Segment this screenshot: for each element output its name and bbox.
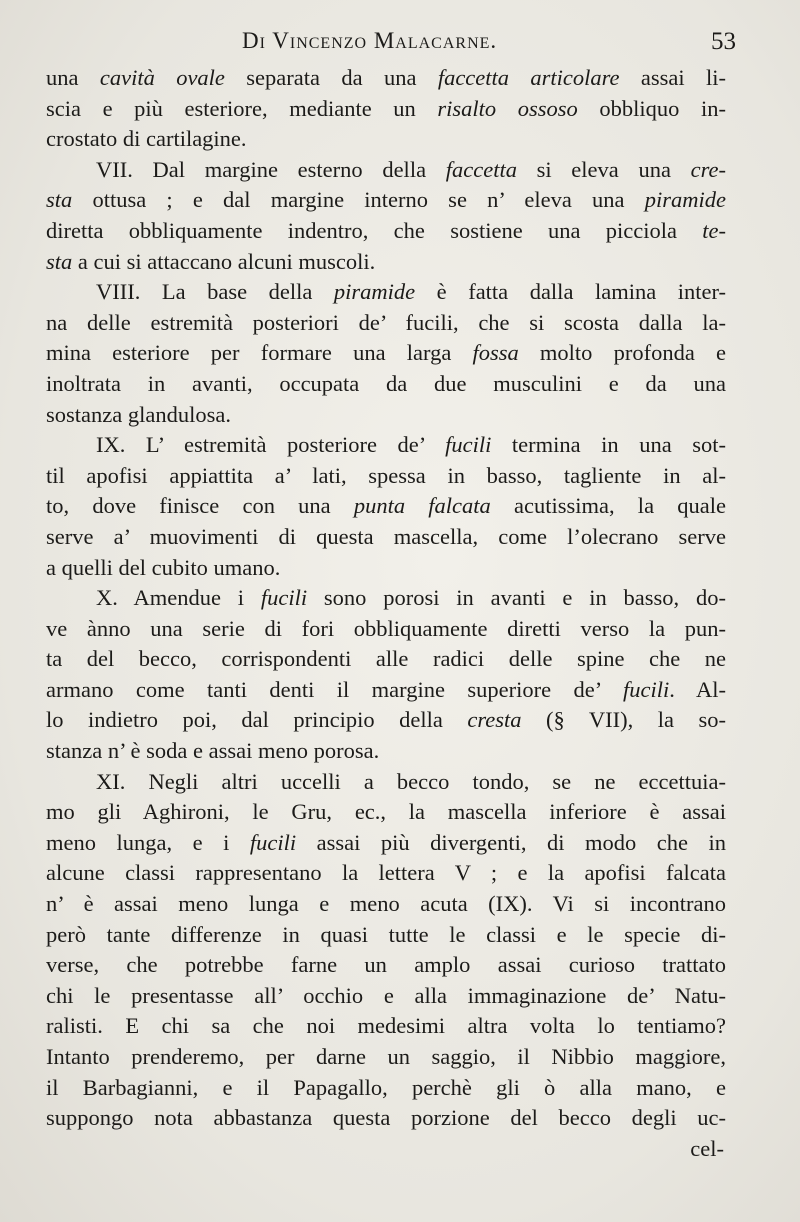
- text-line: [46, 1073, 726, 1104]
- text-run: ralisti. E chi sa che noi medesimi altra volta lo tentiamo?: [46, 1013, 726, 1039]
- italic-term: cresta: [467, 707, 522, 733]
- text-line: [46, 277, 726, 308]
- text-line: [46, 216, 726, 247]
- text-run: ta del becco, corrispondenti alle radici delle spine che ne: [46, 646, 726, 672]
- italic-term: risalto ossoso: [437, 95, 578, 121]
- text-run: assai più divergenti, di modo che in: [296, 829, 726, 855]
- text-line: [46, 889, 726, 920]
- text-line: [46, 338, 726, 369]
- text-run: è fatta dalla lamina inter-: [415, 279, 726, 305]
- text-run: XI. Negli altri uccelli a becco tondo, se ne eccettuia-: [96, 768, 726, 794]
- text-line: [46, 1042, 726, 1073]
- text-run: VII. Dal margine esterno della: [96, 156, 446, 182]
- text-line: [46, 94, 726, 125]
- text-run: lo indietro poi, dal principio della: [46, 707, 468, 733]
- text-run: verse, che potrebbe farne un amplo assai curioso trattato: [46, 952, 726, 978]
- body-text: [46, 63, 726, 1164]
- text-line: [46, 491, 726, 522]
- italic-term: fucili: [622, 676, 670, 702]
- text-run: a cui si attaccano alcuni muscoli.: [72, 248, 376, 274]
- text-line: [46, 369, 726, 400]
- text-line: [46, 705, 726, 736]
- text-run: (§ VII), la so-: [521, 707, 726, 733]
- text-run: chi le presentasse all’ occhio e alla immaginazione de’ Natu-: [46, 982, 726, 1008]
- text-run: mo gli Aghironi, le Gru, ec., la mascella inferiore è assai: [46, 799, 726, 825]
- text-line: [46, 736, 726, 767]
- text-run: ottusa ; e dal margine interno se n’ eleva una: [72, 187, 645, 213]
- text-run: scia e più esteriore, mediante un: [46, 95, 438, 121]
- text-run: mina esteriore per formare una larga: [46, 340, 473, 366]
- italic-term: piramide: [644, 187, 726, 213]
- text-run: VIII. La base della: [96, 279, 334, 305]
- text-run: n’ è assai meno lunga e meno acuta (IX). Vi si incontrano: [46, 891, 726, 917]
- text-line: [46, 614, 726, 645]
- text-run: sono porosi in avanti e in basso, do-: [307, 585, 726, 611]
- running-head: Di Vincenzo Malacarne.: [242, 28, 498, 53]
- text-run: sostanza glandulosa.: [46, 401, 231, 427]
- text-line: [46, 247, 726, 278]
- text-line: [46, 583, 726, 614]
- text-run: IX. L’ estremità posteriore de’: [96, 432, 446, 458]
- text-line: [46, 828, 726, 859]
- text-line: [46, 767, 726, 798]
- italic-term: sta: [46, 187, 73, 213]
- italic-term: cavità ovale: [99, 65, 225, 90]
- text-line: [46, 155, 726, 186]
- text-line: [46, 675, 726, 706]
- text-run: termina in una sot-: [491, 432, 726, 458]
- italic-term: te-: [702, 217, 726, 243]
- text-run: . Al-: [669, 676, 726, 702]
- text-line: [46, 981, 726, 1012]
- text-run: separata da una: [224, 65, 438, 90]
- text-run: Intanto prenderemo, per darne un saggio, il Nibbio maggiore,: [46, 1044, 726, 1069]
- text-line: [46, 644, 726, 675]
- text-line: [46, 950, 726, 981]
- text-line: [46, 1103, 726, 1134]
- text-line: [46, 797, 726, 828]
- italic-term: piramide: [333, 279, 416, 305]
- text-run: crostato di cartilagine.: [46, 126, 247, 152]
- text-run: acutissima, la quale: [490, 493, 726, 519]
- text-run: obbliquo in-: [577, 95, 726, 121]
- page-number: 53: [711, 28, 736, 55]
- text-run: to, dove finisce con una: [46, 493, 354, 519]
- text-line: [46, 185, 726, 216]
- catchword: cel-: [690, 1135, 724, 1161]
- text-run: stanza n’ è soda e assai meno porosa.: [46, 738, 380, 764]
- text-run: assai li-: [619, 65, 727, 90]
- text-run: una: [46, 65, 100, 90]
- text-run: alcune classi rappresentano la lettera V ; e la apofisi falcata: [46, 860, 726, 886]
- text-line: [46, 63, 726, 94]
- text-run: X. Amendue i: [96, 585, 261, 611]
- text-line: [46, 124, 726, 155]
- text-run: meno lunga, e i: [46, 829, 250, 855]
- italic-term: fucili: [260, 585, 308, 611]
- text-run: serve a’ muovimenti di questa mascella, come l’olecrano serve: [46, 523, 726, 549]
- italic-term: sta: [46, 248, 73, 274]
- text-run: molto profonda e: [518, 340, 726, 366]
- italic-term: fucili: [249, 829, 297, 855]
- italic-term: faccetta articolare: [437, 65, 620, 90]
- italic-term: fossa: [472, 340, 519, 366]
- page-header: [46, 28, 736, 60]
- text-line: [46, 461, 726, 492]
- text-run: si eleva una: [516, 156, 691, 182]
- text-line: [46, 553, 726, 584]
- text-run: inoltrata in avanti, occupata da due musculini e da una: [46, 370, 726, 396]
- text-line: [46, 858, 726, 889]
- text-run: a quelli del cubito umano.: [46, 554, 281, 580]
- text-run: til apofisi appiattita a’ lati, spessa in basso, tagliente in al-: [46, 462, 726, 488]
- text-line: [46, 400, 726, 431]
- italic-term: cre-: [690, 156, 726, 182]
- text-line: [46, 308, 726, 339]
- italic-term: fucili: [445, 432, 492, 458]
- text-line: [46, 920, 726, 951]
- text-run: ve ànno una serie di fori obbliquamente diretti verso la pun-: [46, 615, 726, 641]
- text-line: [46, 1011, 726, 1042]
- italic-term: punta falcata: [353, 493, 491, 519]
- text-run: armano come tanti denti il margine superiore de’: [46, 676, 623, 702]
- text-run: na delle estremità posteriori de’ fucili, che si scosta dalla la-: [46, 309, 726, 335]
- text-line: [46, 430, 726, 461]
- text-line: [46, 522, 726, 553]
- text-run: suppongo nota abbastanza questa porzione del becco degli uc-: [46, 1105, 726, 1131]
- italic-term: faccetta: [445, 156, 517, 182]
- text-run: il Barbagianni, e il Papagallo, perchè gli ò alla mano, e: [46, 1074, 726, 1100]
- text-run: diretta obbliquamente indentro, che sostiene una picciola: [46, 217, 703, 243]
- text-run: però tante differenze in quasi tutte le classi e le specie di-: [46, 921, 726, 947]
